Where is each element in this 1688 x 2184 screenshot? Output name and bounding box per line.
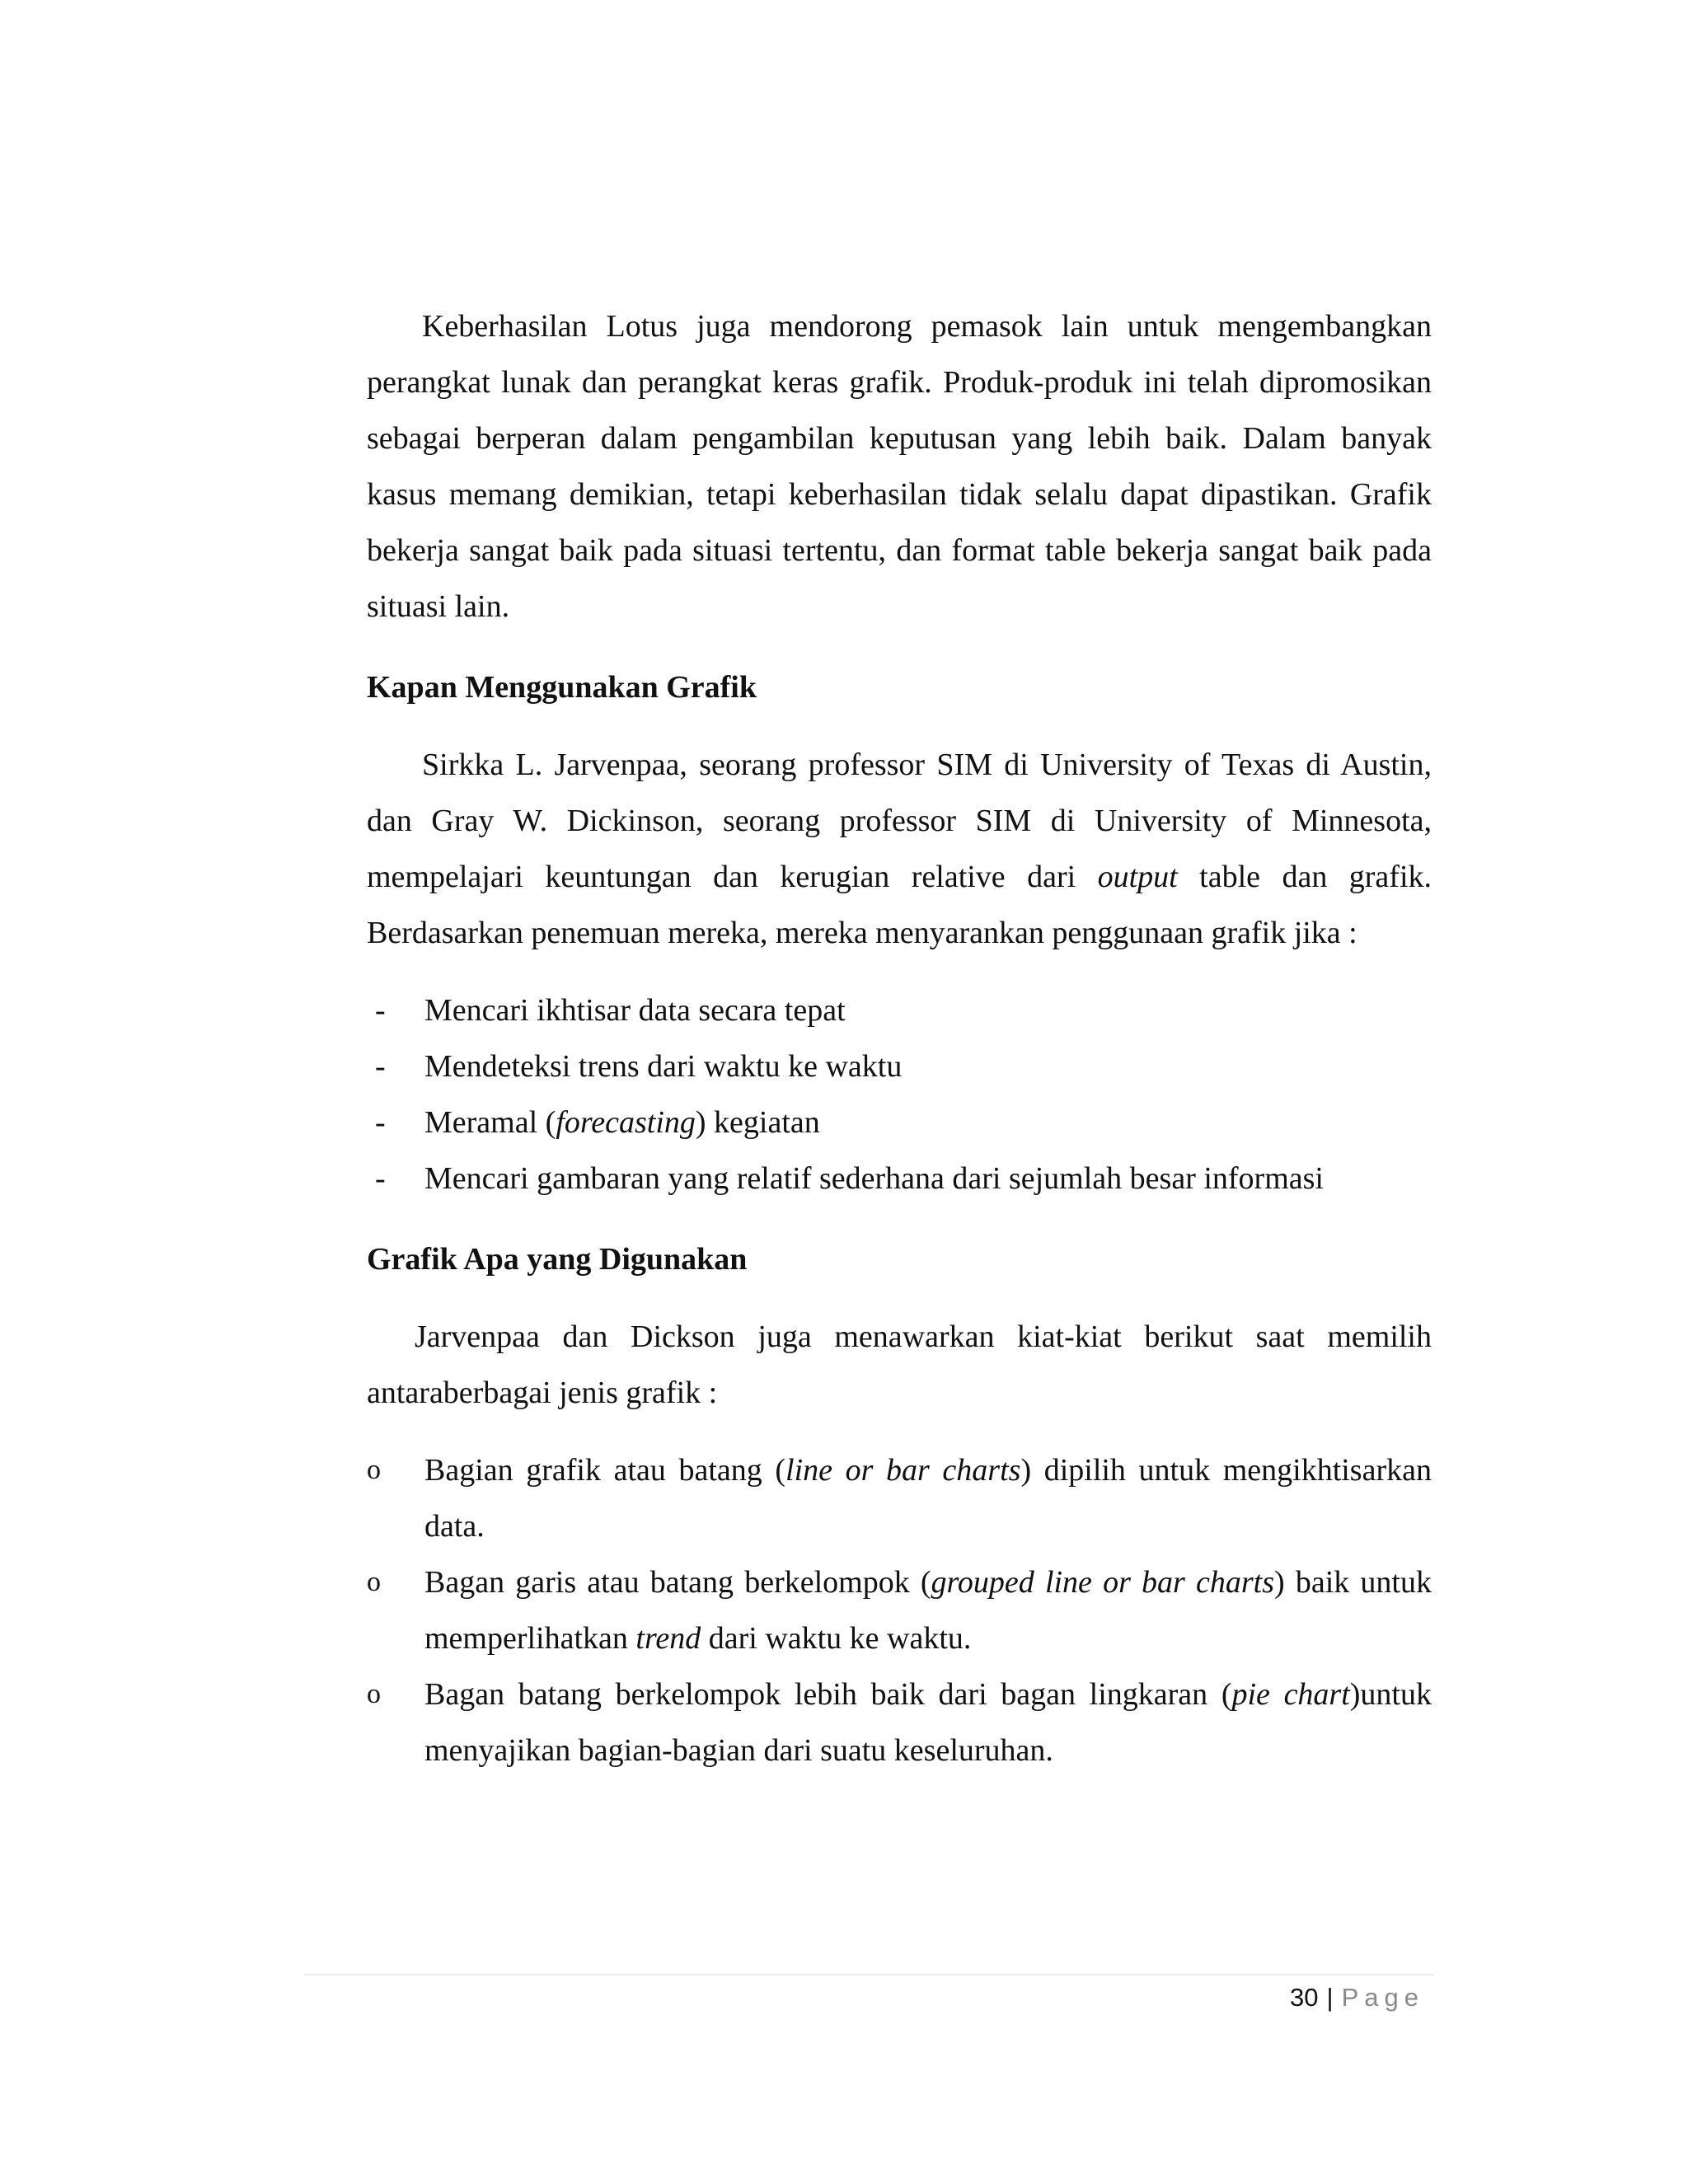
list-item [367, 1666, 1432, 1779]
footer-separator: | [1326, 1983, 1334, 2012]
list-item-text-pre: Bagian grafik atau batang ( [424, 1453, 786, 1488]
dash-bullet-marker: - [375, 1105, 386, 1140]
section1-paragraph-italic: output [1097, 860, 1178, 894]
section1-paragraph-text-2: table dan grafik. Berdasarkan penemuan mereka, mereka menyarankan penggunaan grafik jika : [367, 860, 1432, 950]
circle-bullet-marker: o [367, 1567, 381, 1597]
list-item-text-italic: line or bar charts [785, 1453, 1021, 1488]
list-item-text-post: dari waktu ke waktu. [701, 1621, 972, 1656]
page-content [367, 298, 1432, 1779]
circle-bullet-marker: o [367, 1679, 381, 1709]
dash-bullet-marker: - [375, 1049, 386, 1084]
list-item-text-italic-2: trend [635, 1621, 701, 1656]
list-item-text: Mencari ikhtisar data secara tepat [424, 993, 846, 1028]
section2-paragraph: Jarvenpaa dan Dickson juga menawarkan kiat-kiat berikut saat memilih antaraberbagai jenis grafik : [367, 1319, 1432, 1410]
list-item [367, 1094, 1432, 1151]
list-item-text-italic: forecasting [556, 1105, 696, 1140]
list-item-text: Mencari gambaran yang relatif sederhana dari sejumlah besar informasi [424, 1161, 1324, 1196]
list-item-text-pre: Meramal ( [424, 1105, 556, 1140]
list-item [367, 1554, 1432, 1666]
list-item-text: Mendeteksi trens dari waktu ke waktu [424, 1049, 903, 1084]
list-item [367, 1151, 1432, 1207]
intro-paragraph: Keberhasilan Lotus juga mendorong pemasok lain untuk mengembangkan perangkat lunak dan perangkat keras grafik. Produk-produk ini telah dipromosikan sebagai berperan dalam pengambilan keputusan yang lebih baik. Dalam banyak kasus memang demikian, tetapi keberhasilan tidak selalu dapat dipastikan. Grafik bekerja sangat baik pada situasi tertentu, dan format table bekerja sangat baik pada situasi lain. [367, 309, 1432, 624]
section1-paragraph-text-1: Sirkka L. Jarvenpaa, seorang professor SIM di University of Texas di Austin, dan Gray W. Dickinson, seorang professor SIM di University of Minnesota, mempelajari keuntungan dan kerugian relative dari [367, 748, 1432, 894]
page-footer [1290, 1980, 1424, 2016]
list-item-text-post: ) kegiatan [695, 1105, 820, 1140]
page-label: Page [1341, 1983, 1424, 2012]
list-item-text-mid: ) baik untuk memperlihatkan [424, 1565, 1432, 1656]
list-item-text-italic: pie chart [1231, 1677, 1350, 1712]
footer-divider [303, 1974, 1434, 1975]
list-item-text-post: )untuk menyajikan bagian-bagian dari suatu keseluruhan. [424, 1677, 1432, 1768]
list-item [367, 1442, 1432, 1554]
circle-bullet-marker: o [367, 1455, 381, 1485]
list-item [367, 982, 1432, 1038]
list-item-text-pre: Bagan batang berkelompok lebih baik dari bagan lingkaran ( [424, 1677, 1232, 1712]
list-item-text-post: ) dipilih untuk mengikhtisarkan data. [424, 1453, 1432, 1544]
section1-paragraph [367, 737, 1432, 961]
list-item-text-pre: Bagan garis atau batang berkelompok ( [424, 1565, 931, 1600]
page-number: 30 [1290, 1983, 1319, 2012]
list-item-text-italic: grouped line or bar charts [931, 1565, 1275, 1600]
circle-bullet-list [367, 1442, 1432, 1779]
section-heading-kapan: Kapan Menggunakan Grafik [367, 670, 757, 705]
dash-bullet-marker: - [375, 1161, 386, 1196]
section-heading-grafik-apa: Grafik Apa yang Digunakan [367, 1242, 748, 1277]
list-item [367, 1038, 1432, 1094]
dash-bullet-marker: - [375, 993, 386, 1028]
dash-bullet-list [367, 982, 1432, 1207]
